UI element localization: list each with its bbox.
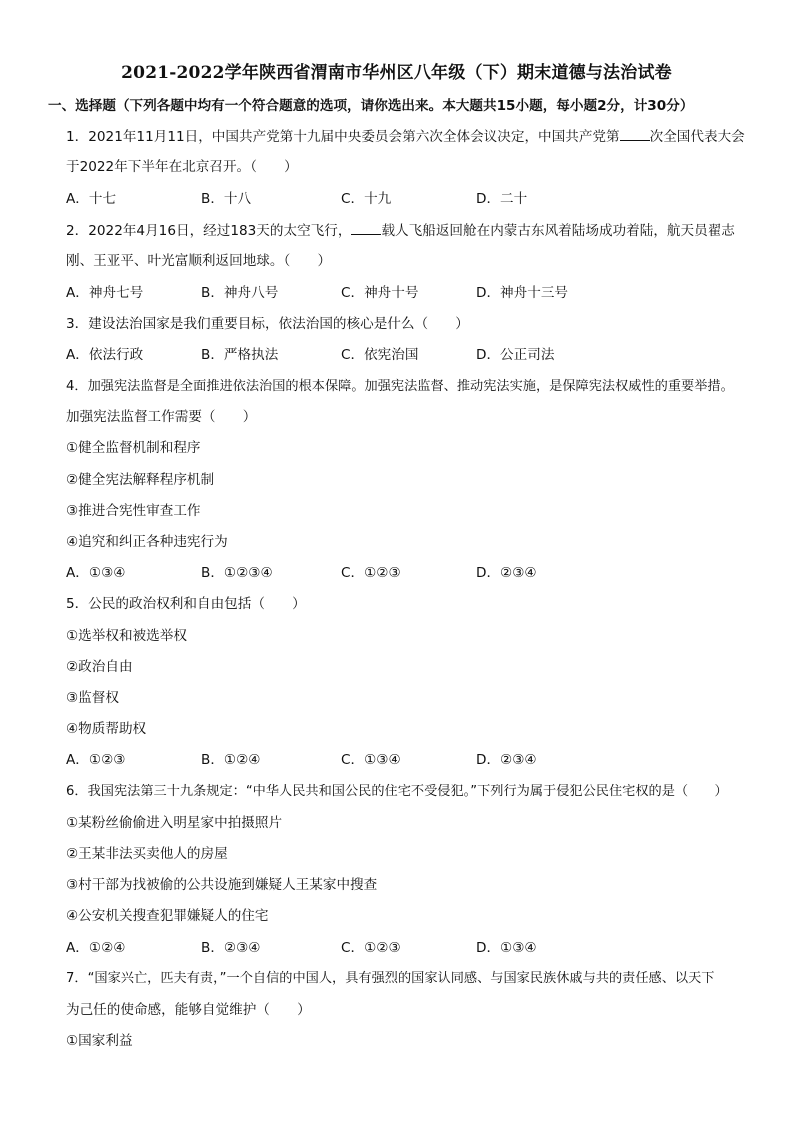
q5-option-d: D．②③④	[476, 752, 537, 768]
question-2-text-b: 载人飞船返回舱在内蒙古东风着陆场成功着陆，航天员翟志	[381, 223, 735, 239]
q2-option-c: C．神舟十号	[341, 285, 419, 301]
q6-item-4: ④公安机关搜查犯罪嫌疑人的住宅	[66, 908, 269, 924]
q3-option-a: A．依法行政	[66, 347, 144, 363]
question-3-line-1: 3．建设法治国家是我们重要目标，依法治国的核心是什么（ ）	[66, 316, 469, 332]
page-title: 2021-2022学年陕西省渭南市华州区八年级（下）期末道德与法治试卷	[121, 63, 672, 83]
q4-item-4: ④追究和纠正各种违宪行为	[66, 534, 228, 550]
q3-option-d: D．公正司法	[476, 347, 555, 363]
q4-item-3: ③推进合宪性审查工作	[66, 503, 201, 519]
q5-item-4: ④物质帮助权	[66, 721, 147, 737]
q3-option-c: C．依宪治国	[341, 347, 419, 363]
q4-option-d: D．②③④	[476, 565, 537, 581]
q6-option-b: B．②③④	[201, 940, 261, 956]
question-7-line-2: 为己任的使命感，能够自觉维护（ ）	[66, 1002, 311, 1018]
question-7-line-1: 7．“国家兴亡，匹夫有责，”一个自信的中国人，具有强烈的国家认同感、与国家民族休戚与共的责任感、以天下	[66, 971, 715, 986]
q1-option-d: D．二十	[476, 191, 528, 207]
q6-option-d: D．①③④	[476, 940, 537, 956]
q5-option-c: C．①③④	[341, 752, 401, 768]
question-2-text-a: 2．2022年4月16日，经过183天的太空飞行，	[66, 223, 352, 239]
question-1-text-b: 次全国代表大会	[649, 129, 745, 145]
q5-item-1: ①选举权和被选举权	[66, 628, 187, 644]
question-6-line-1: 6．我国宪法第三十九条规定：“中华人民共和国公民的住宅不受侵犯。”下列行为属于侵犯公民住宅权的是（ ）	[66, 784, 728, 799]
q7-item-1: ①国家利益	[66, 1033, 133, 1049]
q4-option-c: C．①②③	[341, 565, 401, 581]
q6-item-3: ③村干部为找被偷的公共设施到嫌疑人王某家中搜查	[66, 877, 378, 893]
q4-item-2: ②健全宪法解释程序机制	[66, 472, 215, 488]
q6-option-a: A．①②④	[66, 940, 126, 956]
q6-option-c: C．①②③	[341, 940, 401, 956]
q5-option-a: A．①②③	[66, 752, 126, 768]
question-1-text-a: 1．2021年11月11日，中国共产党第十九届中央委员会第六次全体会议决定，中国共产党第	[66, 129, 620, 145]
question-4-line-1: 4．加强宪法监督是全面推进依法治国的根本保障。加强宪法监督、推动宪法实施，是保障宪法权威性的重要举措。	[66, 379, 734, 394]
q6-item-1: ①某粉丝偷偷进入明星家中拍摄照片	[66, 815, 283, 831]
answer-blank	[351, 221, 381, 235]
q2-option-d: D．神舟十三号	[476, 285, 569, 301]
answer-blank	[620, 127, 650, 141]
q4-option-a: A．①③④	[66, 565, 126, 581]
question-1-line-1	[66, 127, 745, 147]
q1-option-a: A．十七	[66, 191, 117, 207]
q2-option-b: B．神舟八号	[201, 285, 279, 301]
question-4-line-2: 加强宪法监督工作需要（ ）	[66, 409, 257, 425]
question-2-line-1	[66, 221, 735, 241]
question-2-line-2: 刚、王亚平、叶光富顺利返回地球。（ ）	[66, 253, 332, 269]
section-heading: 一、选择题（下列各题中均有一个符合题意的选项，请你选出来。本大题共15小题，每小题2分，计30分）	[48, 98, 694, 114]
q1-option-c: C．十九	[341, 191, 392, 207]
q4-option-b: B．①②③④	[201, 565, 273, 581]
q2-option-a: A．神舟七号	[66, 285, 144, 301]
question-5-line-1: 5．公民的政治权利和自由包括（ ）	[66, 596, 306, 612]
q5-item-2: ②政治自由	[66, 659, 133, 675]
q1-option-b: B．十八	[201, 191, 252, 207]
q5-item-3: ③监督权	[66, 690, 119, 706]
q5-option-b: B．①②④	[201, 752, 261, 768]
q3-option-b: B．严格执法	[201, 347, 279, 363]
q4-item-1: ①健全监督机制和程序	[66, 440, 201, 456]
q6-item-2: ②王某非法买卖他人的房屋	[66, 846, 228, 862]
question-1-line-2: 于2022年下半年在北京召开。（ ）	[66, 159, 298, 175]
